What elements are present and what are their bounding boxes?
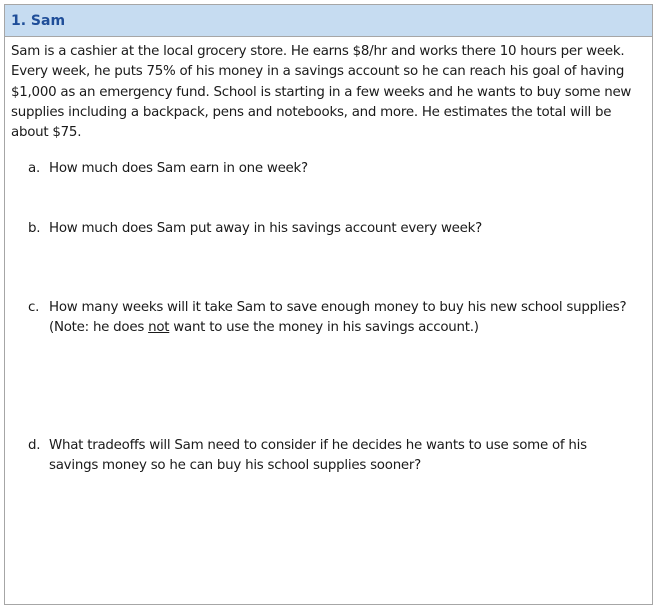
question-c-letter: c. — [28, 300, 40, 315]
question-c-text-after: want to use the money in his savings account.) — [169, 320, 479, 336]
question-d-letter: d. — [28, 438, 41, 453]
question-d — [28, 436, 628, 477]
question-b-letter: b. — [28, 221, 41, 236]
problem-header — [5, 5, 652, 37]
question-c-text-before: How many weeks will it take Sam to save enough money to buy his new school supplies? (Note: he does — [49, 300, 627, 336]
question-a — [28, 159, 628, 179]
question-c-text-underlined: not — [148, 320, 170, 336]
problem-body — [5, 37, 652, 143]
question-b-text: How much does Sam put away in his savings account every week? — [49, 221, 482, 236]
question-d-text: What tradeoffs will Sam need to consider if he decides he wants to use some of his savings money so he can buy his school supplies sooner? — [49, 438, 587, 474]
problem-intro: Sam is a cashier at the local grocery store. He earns $8/hr and works there 10 hours per week. Every week, he puts 75% of his money in a savings account so he can reach his goal of having $1,000 as an emergency fund. School is starting in a few weeks and he wants to buy some new supplies including a backpack, pens and notebooks, and more. He estimates the total will be about $75. — [11, 44, 632, 141]
question-b — [28, 219, 628, 239]
question-c — [28, 298, 628, 339]
question-c-text — [49, 298, 628, 339]
problem-title: 1. Sam — [11, 12, 66, 29]
question-a-text: How much does Sam earn in one week? — [49, 161, 308, 176]
question-a-letter: a. — [28, 161, 40, 176]
